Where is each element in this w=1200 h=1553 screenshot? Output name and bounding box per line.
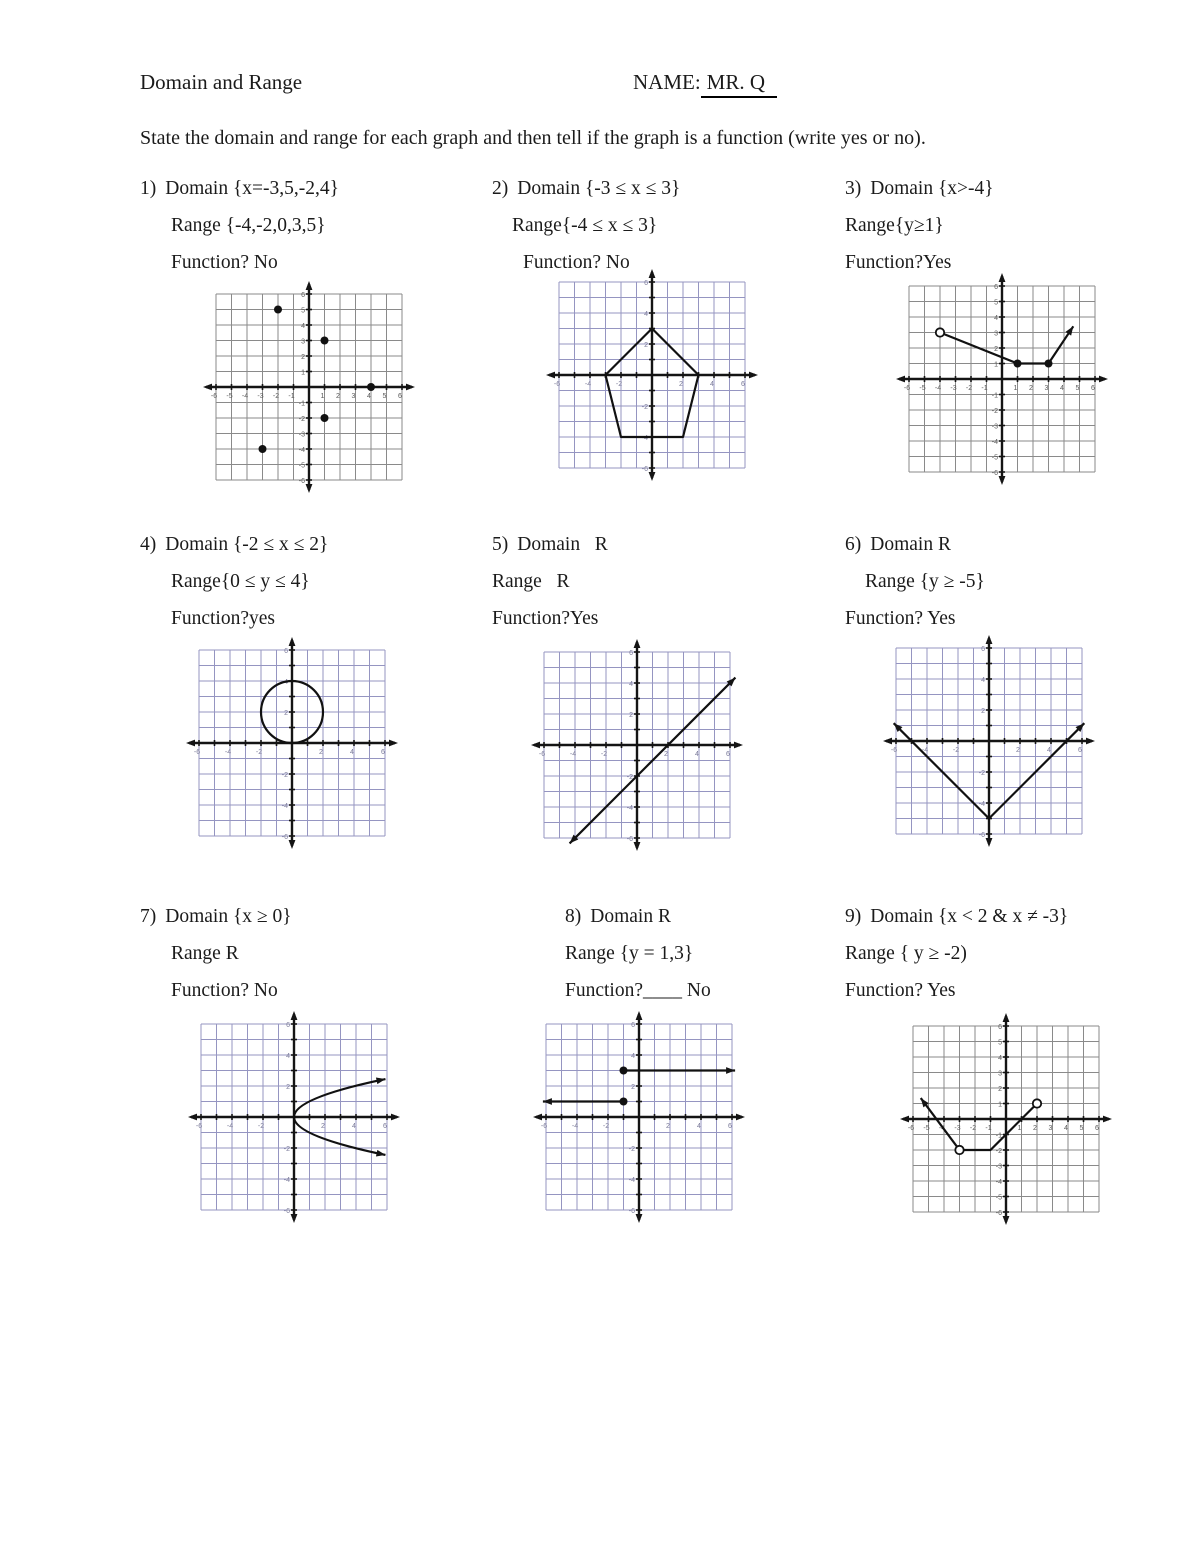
graph-2 (543, 266, 761, 484)
graph-1-plot (200, 278, 418, 496)
svg-text:-6: -6 (890, 747, 898, 754)
problem-5-range: Range R (492, 571, 570, 592)
svg-text:2: 2 (666, 1123, 670, 1130)
svg-text:-2: -2 (257, 1123, 265, 1130)
svg-text:-4: -4 (991, 439, 998, 446)
svg-text:6: 6 (286, 1022, 290, 1029)
problem-7-function: Function? No (171, 980, 278, 1001)
svg-text:4: 4 (367, 393, 371, 400)
problem-7-text (140, 898, 292, 1009)
problem-1-range: Range {-4,-2,0,3,5} (171, 215, 326, 236)
svg-text:-4: -4 (641, 435, 648, 442)
problem-5-text (492, 526, 608, 637)
graph-8 (530, 1008, 748, 1226)
problem-9-domain: 9) Domain {x < 2 & x ≠ -3} (845, 906, 1069, 927)
svg-text:4: 4 (286, 1053, 290, 1060)
svg-text:3: 3 (1048, 1125, 1053, 1132)
svg-text:-2: -2 (255, 749, 263, 756)
svg-text:-6: -6 (903, 385, 911, 392)
svg-text:-4: -4 (226, 1123, 234, 1130)
graph-5 (528, 636, 746, 854)
svg-text:2: 2 (644, 342, 648, 349)
graph-6-plot (880, 632, 1098, 850)
svg-text:-1: -1 (288, 393, 295, 400)
svg-text:-2: -2 (283, 1146, 290, 1153)
svg-text:1: 1 (994, 361, 998, 369)
problem-9-function: Function? Yes (845, 980, 956, 1001)
svg-text:4: 4 (697, 1123, 701, 1130)
problem-8-range: Range {y = 1,3} (565, 943, 694, 964)
svg-text:-4: -4 (224, 749, 232, 756)
svg-text:-4: -4 (283, 1177, 290, 1184)
svg-text:6: 6 (284, 648, 288, 655)
svg-text:-4: -4 (628, 1177, 635, 1184)
svg-text:4: 4 (998, 1055, 1002, 1062)
problem-2-text (492, 170, 680, 281)
svg-text:-6: -6 (193, 749, 201, 756)
problem-3-function: Function?Yes (845, 252, 952, 273)
svg-text:-6: -6 (195, 1123, 203, 1130)
svg-text:4: 4 (981, 677, 985, 684)
svg-text:-2: -2 (969, 1125, 977, 1132)
svg-text:-2: -2 (272, 393, 280, 400)
problem-1-text (140, 170, 339, 281)
problem-1-function: Function? No (171, 252, 278, 273)
svg-text:-4: -4 (938, 1125, 946, 1132)
svg-text:1: 1 (1017, 1125, 1022, 1132)
svg-text:5: 5 (1079, 1125, 1084, 1132)
svg-text:-5: -5 (923, 1125, 930, 1132)
svg-text:6: 6 (398, 393, 402, 400)
graph-7 (185, 1008, 403, 1226)
svg-text:-3: -3 (991, 423, 998, 431)
svg-text:1: 1 (1013, 385, 1018, 392)
svg-text:-5: -5 (919, 385, 926, 392)
svg-text:-1: -1 (298, 400, 305, 408)
problem-5-function: Function?Yes (492, 608, 599, 629)
svg-text:-3: -3 (950, 385, 957, 392)
svg-text:-5: -5 (226, 393, 233, 400)
svg-text:6: 6 (998, 1024, 1002, 1031)
svg-text:-2: -2 (965, 385, 973, 392)
svg-text:1: 1 (320, 393, 325, 400)
svg-text:3: 3 (351, 393, 356, 400)
svg-text:2: 2 (631, 1084, 635, 1091)
problem-8-domain: 8) Domain R (565, 906, 671, 927)
name-field (633, 70, 777, 98)
svg-text:-5: -5 (298, 462, 305, 470)
svg-text:1: 1 (998, 1101, 1002, 1109)
problem-9-range: Range { y ≥ -2) (845, 943, 967, 964)
svg-text:-4: -4 (978, 801, 985, 808)
svg-text:3: 3 (301, 338, 305, 346)
graph-5-plot (528, 636, 746, 854)
svg-text:6: 6 (383, 1123, 387, 1130)
svg-text:-2: -2 (626, 774, 633, 781)
problem-6-domain: 6) Domain R (845, 534, 951, 555)
svg-text:2: 2 (1033, 1125, 1037, 1132)
svg-text:-6: -6 (641, 466, 648, 473)
svg-text:2: 2 (981, 708, 985, 715)
svg-text:3: 3 (994, 330, 998, 338)
svg-text:-1: -1 (985, 1125, 992, 1132)
svg-text:-6: -6 (281, 834, 288, 841)
svg-text:5: 5 (994, 299, 998, 307)
svg-text:4: 4 (994, 315, 998, 322)
svg-text:-6: -6 (538, 751, 546, 758)
graph-9-plot (897, 1010, 1115, 1228)
problem-3-domain: 3) Domain {x>-4} (845, 178, 994, 199)
svg-text:-6: -6 (298, 478, 305, 485)
problem-8-text (565, 898, 711, 1009)
svg-text:5: 5 (301, 307, 305, 315)
svg-text:4: 4 (1047, 747, 1051, 754)
svg-text:-6: -6 (991, 470, 998, 477)
svg-text:-2: -2 (952, 747, 960, 754)
problem-4-function: Function?yes (171, 608, 275, 629)
svg-text:6: 6 (629, 650, 633, 657)
svg-text:4: 4 (350, 749, 354, 756)
problem-2-domain: 2) Domain {-3 ≤ x ≤ 3} (492, 178, 681, 199)
svg-text:6: 6 (631, 1022, 635, 1029)
problem-1-domain: 1) Domain {x=-3,5,-2,4} (140, 178, 340, 199)
problem-9-text (845, 898, 1068, 1009)
svg-text:2: 2 (1029, 385, 1033, 392)
svg-text:5: 5 (998, 1039, 1002, 1047)
svg-text:-2: -2 (615, 381, 623, 388)
svg-text:-2: -2 (991, 408, 998, 415)
svg-text:2: 2 (1016, 747, 1020, 754)
svg-text:6: 6 (381, 749, 385, 756)
problem-7-range: Range R (171, 943, 239, 964)
svg-text:2: 2 (284, 710, 288, 717)
svg-text:-2: -2 (600, 751, 608, 758)
svg-text:6: 6 (728, 1123, 732, 1130)
svg-text:-1: -1 (991, 392, 998, 400)
problem-6-function: Function? Yes (845, 608, 956, 629)
graph-2-plot (543, 266, 761, 484)
svg-text:-1: -1 (995, 1132, 1002, 1140)
svg-text:2: 2 (286, 1084, 290, 1091)
svg-text:-3: -3 (257, 393, 264, 400)
svg-text:-6: -6 (540, 1123, 548, 1130)
graph-7-plot (185, 1008, 403, 1226)
svg-text:3: 3 (998, 1070, 1002, 1078)
svg-text:2: 2 (664, 751, 668, 758)
svg-text:-5: -5 (991, 454, 998, 462)
svg-text:-4: -4 (571, 1123, 579, 1130)
graph-4 (183, 634, 401, 852)
svg-text:4: 4 (629, 681, 633, 688)
problem-6-range: Range {y ≥ -5} (865, 571, 985, 592)
graph-4-plot (183, 634, 401, 852)
svg-text:-3: -3 (954, 1125, 961, 1132)
svg-text:6: 6 (741, 381, 745, 388)
svg-text:2: 2 (321, 1123, 325, 1130)
problem-3-text (845, 170, 994, 281)
svg-text:-6: -6 (626, 836, 633, 843)
svg-text:4: 4 (1064, 1125, 1068, 1132)
svg-text:6: 6 (1095, 1125, 1099, 1132)
svg-text:-6: -6 (978, 832, 985, 839)
svg-text:4: 4 (284, 679, 288, 686)
svg-text:-4: -4 (995, 1179, 1002, 1186)
svg-text:-3: -3 (298, 431, 305, 439)
problem-4-range: Range{0 ≤ y ≤ 4} (171, 571, 310, 592)
svg-text:-6: -6 (283, 1208, 290, 1215)
svg-text:-1: -1 (981, 385, 988, 392)
problem-2-function: Function? No (523, 252, 630, 273)
svg-text:6: 6 (1078, 747, 1082, 754)
svg-text:-2: -2 (641, 404, 648, 411)
svg-text:4: 4 (695, 751, 699, 758)
problem-6-text (845, 526, 985, 637)
name-label: NAME: (633, 70, 701, 94)
graph-1 (200, 278, 418, 496)
svg-text:-6: -6 (553, 381, 561, 388)
problem-4-text (140, 526, 328, 637)
problem-2-range: Range{-4 ≤ x ≤ 3} (512, 215, 658, 236)
svg-text:-4: -4 (298, 447, 305, 454)
svg-text:2: 2 (994, 346, 998, 353)
svg-text:-5: -5 (995, 1194, 1002, 1202)
svg-text:4: 4 (710, 381, 714, 388)
svg-text:2: 2 (629, 712, 633, 719)
svg-text:-4: -4 (281, 803, 288, 810)
page-title: Domain and Range (140, 70, 303, 94)
svg-text:6: 6 (301, 292, 305, 299)
instruction-text: State the domain and range for each graph and then tell if the graph is a function (write yes or no). (140, 127, 926, 149)
svg-text:6: 6 (994, 284, 998, 291)
svg-text:2: 2 (301, 354, 305, 361)
svg-text:5: 5 (382, 393, 387, 400)
problem-8-function: Function?____ No (565, 980, 711, 1001)
svg-text:-2: -2 (978, 770, 985, 777)
svg-text:-2: -2 (602, 1123, 610, 1130)
svg-text:-4: -4 (921, 747, 929, 754)
svg-text:-4: -4 (241, 393, 249, 400)
svg-text:4: 4 (644, 311, 648, 318)
graph-8-plot (530, 1008, 748, 1226)
svg-text:-2: -2 (628, 1146, 635, 1153)
svg-text:-6: -6 (628, 1208, 635, 1215)
svg-text:-4: -4 (584, 381, 592, 388)
graph-9 (897, 1010, 1115, 1228)
svg-text:1: 1 (301, 369, 305, 377)
svg-text:6: 6 (981, 646, 985, 653)
svg-text:4: 4 (631, 1053, 635, 1060)
svg-text:6: 6 (1091, 385, 1095, 392)
svg-text:-2: -2 (281, 772, 288, 779)
svg-text:6: 6 (726, 751, 730, 758)
graph-6 (880, 632, 1098, 850)
svg-text:-6: -6 (907, 1125, 915, 1132)
svg-text:-6: -6 (995, 1210, 1002, 1217)
svg-text:6: 6 (644, 280, 648, 287)
svg-text:-4: -4 (626, 805, 633, 812)
problem-4-domain: 4) Domain {-2 ≤ x ≤ 2} (140, 534, 329, 555)
problem-5-domain: 5) Domain R (492, 534, 608, 555)
problem-3-range: Range{y≥1} (845, 215, 944, 236)
svg-text:-2: -2 (298, 416, 305, 423)
svg-text:-4: -4 (934, 385, 942, 392)
svg-text:-4: -4 (569, 751, 577, 758)
graph-3-plot (893, 270, 1111, 488)
svg-text:2: 2 (336, 393, 340, 400)
name-value: MR. Q (701, 70, 777, 98)
svg-text:2: 2 (998, 1086, 1002, 1093)
svg-text:4: 4 (352, 1123, 356, 1130)
svg-text:4: 4 (301, 323, 305, 330)
svg-text:5: 5 (1075, 385, 1080, 392)
graph-3 (893, 270, 1111, 488)
svg-text:2: 2 (679, 381, 683, 388)
svg-text:3: 3 (1044, 385, 1049, 392)
svg-text:-3: -3 (995, 1163, 1002, 1171)
svg-text:-6: -6 (210, 393, 218, 400)
svg-text:4: 4 (1060, 385, 1064, 392)
svg-text:-2: -2 (995, 1148, 1002, 1155)
svg-text:2: 2 (319, 749, 323, 756)
problem-7-domain: 7) Domain {x ≥ 0} (140, 906, 292, 927)
